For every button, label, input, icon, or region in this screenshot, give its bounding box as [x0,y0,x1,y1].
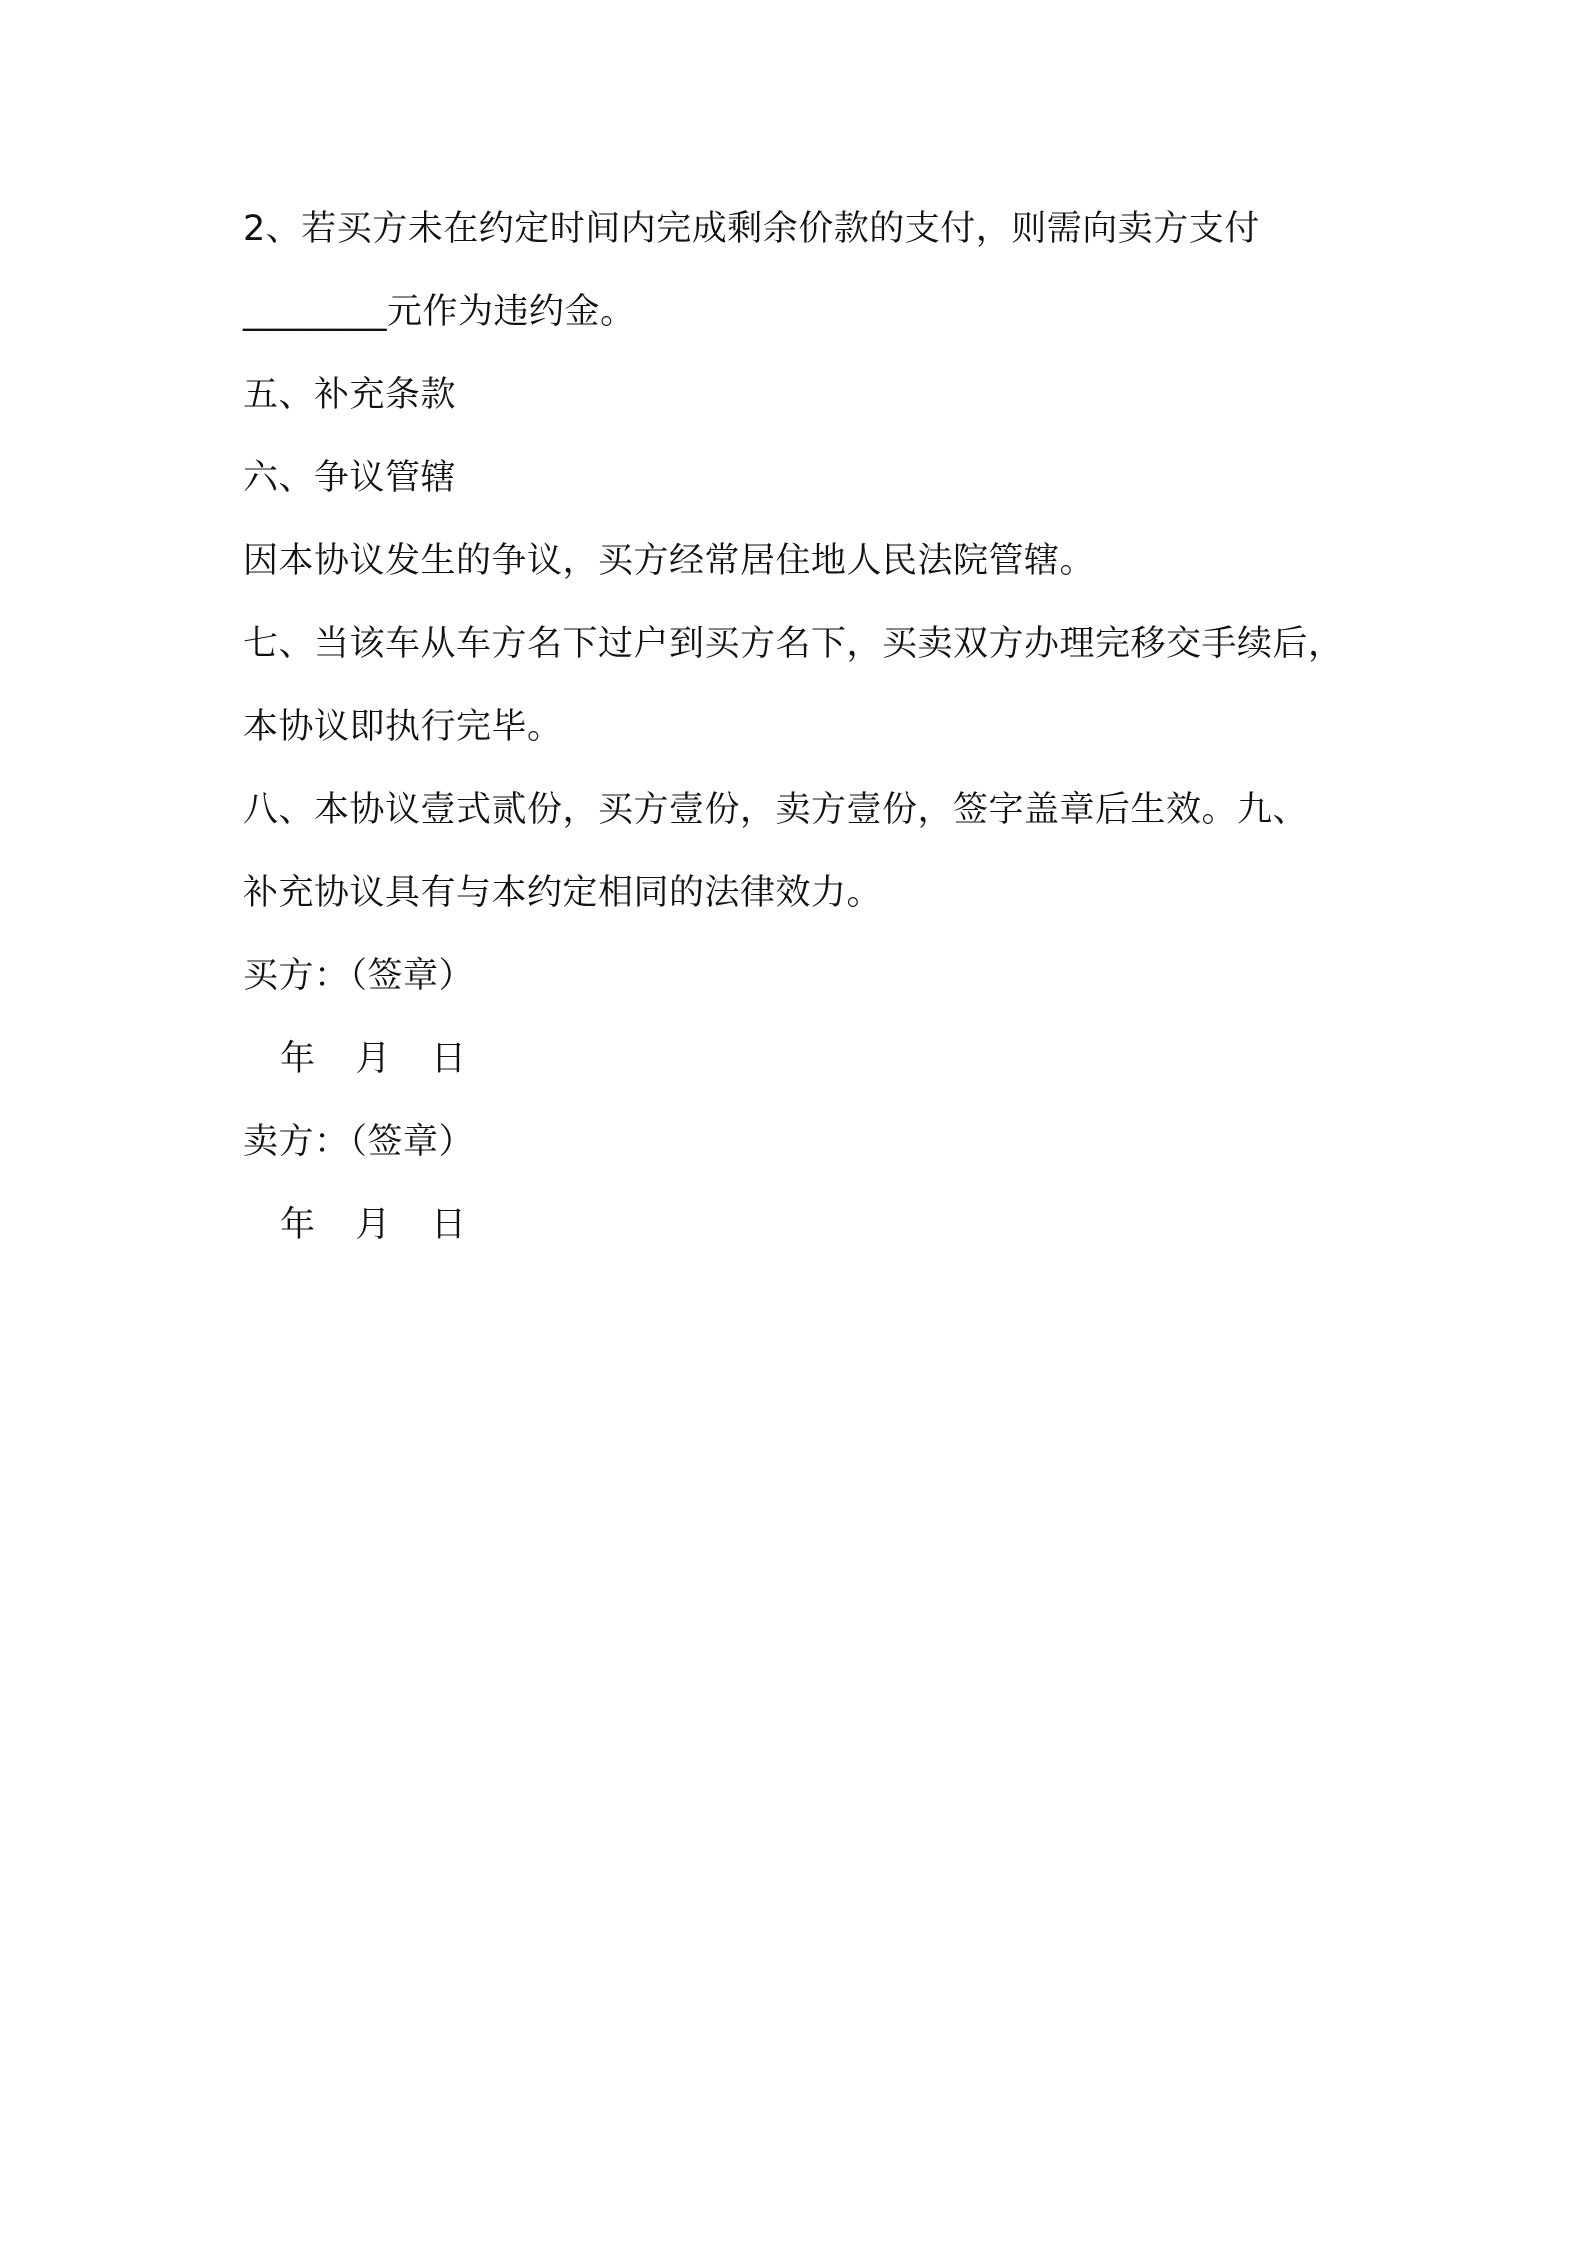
seller-date-year: 年 [280,1205,316,1245]
section-8-line-1: 八、本协议壹式贰份，买方壹份，卖方壹份，签字盖章后生效。九、 [243,790,1309,830]
section-7-line-1: 七、当该车从车方名下过户到买方名下，买卖双方办理完移交手续后， [243,624,1344,664]
clause-4-2-line-2: ________元作为违约金。 [243,292,636,332]
buyer-date-line [280,1037,507,1081]
clause-4-2-line-1: 2、若买方未在约定时间内完成剩余价款的支付，则需向卖方支付 [243,209,1260,249]
seller-date-month: 月 [355,1205,392,1245]
seller-date-day: 日 [431,1205,467,1245]
buyer-signature-label: 买方：（签章） [243,956,475,996]
section-8-line-2: 补充协议具有与本约定相同的法律效力。 [243,873,883,913]
buyer-date-month: 月 [355,1039,392,1079]
section-6-text: 因本协议发生的争议，买方经常居住地人民法院管辖。 [243,541,1096,581]
seller-date-line [280,1203,507,1247]
buyer-date-day: 日 [431,1039,467,1079]
section-6-heading: 六、争议管辖 [243,458,457,498]
buyer-date-year: 年 [280,1039,316,1079]
seller-signature-label: 卖方：（签章） [243,1122,475,1162]
section-7-line-2: 本协议即执行完毕。 [243,707,563,747]
section-5-heading: 五、补充条款 [243,375,457,415]
